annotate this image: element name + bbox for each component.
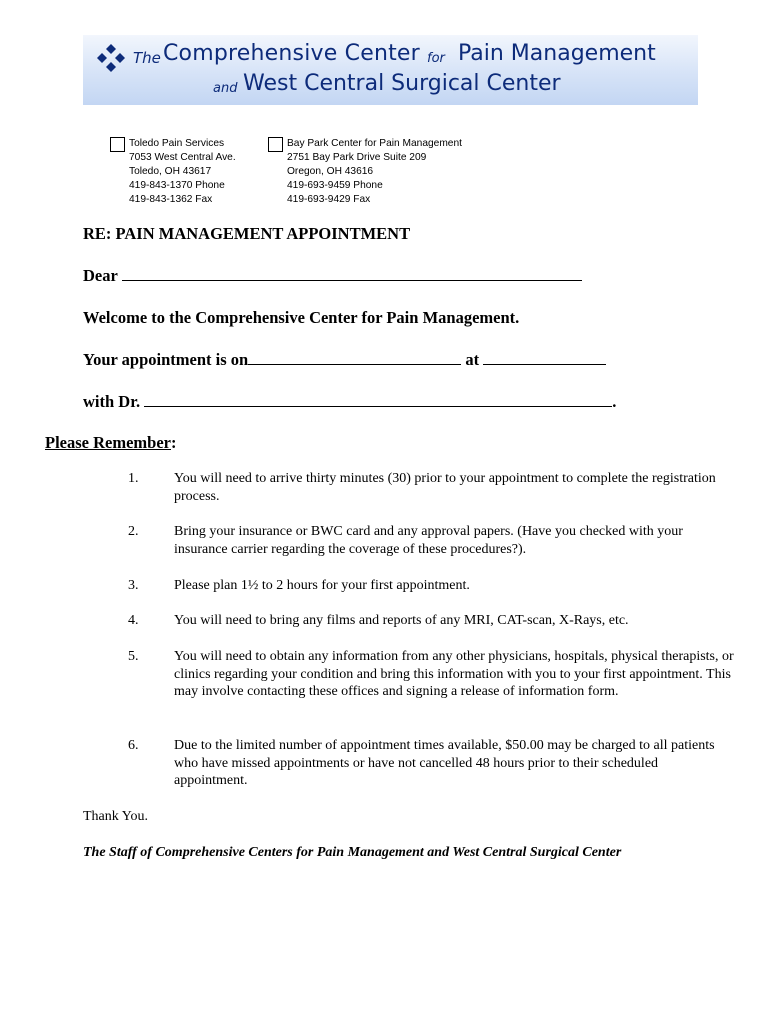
with-dr-label: with Dr.	[83, 392, 141, 411]
item-number: 3.	[128, 578, 139, 593]
location-city: Toledo, OH 43617	[129, 166, 212, 177]
item-number: 5.	[128, 649, 139, 664]
location-fax: 419-843-1362 Fax	[129, 194, 213, 205]
header-the: The	[133, 49, 161, 67]
item-text: Please plan 1½ to 2 hours for your first appointment.	[174, 578, 470, 593]
appointment-time-blank[interactable]	[483, 350, 606, 365]
welcome-line: Welcome to the Comprehensive Center for Pain Management.	[83, 308, 520, 327]
item-number: 2.	[128, 524, 139, 539]
header-pain-management: Pain Management	[458, 41, 656, 66]
period: .	[612, 392, 617, 411]
location-bay-park	[268, 137, 462, 207]
location-phone: 419-693-9459 Phone	[287, 180, 383, 191]
appointment-label: Your appointment is on	[83, 350, 249, 369]
letterhead-banner	[83, 35, 698, 105]
location-phone: 419-843-1370 Phone	[129, 180, 225, 191]
location-city: Oregon, OH 43616	[287, 166, 374, 177]
doctor-name-blank[interactable]	[144, 392, 612, 407]
location-fax: 419-693-9429 Fax	[287, 194, 371, 205]
item-text: Due to the limited number of appointment times available, $50.00 may be charged to all patients who have missed appointments or have not cancelled 48 hours prior to their scheduled appointment.	[174, 738, 715, 788]
dear-line	[83, 266, 582, 286]
header-line1: Comprehensive Center	[163, 41, 420, 66]
item-number: 4.	[128, 613, 139, 628]
header-and: and	[213, 81, 238, 96]
at-label: at	[465, 350, 480, 369]
thank-you: Thank You.	[83, 809, 148, 824]
patient-name-blank[interactable]	[122, 266, 582, 281]
item-text: You will need to obtain any information from any other physicians, hospitals, physical therapists, or clinics regarding your condition and bring this information with you to your first appointment. This may involve contacting these offices and signing a release of information form.	[174, 649, 734, 699]
appointment-date-blank[interactable]	[248, 350, 461, 365]
please-remember-heading: Please Remember:	[45, 433, 177, 452]
location-name: Toledo Pain Services	[129, 138, 225, 149]
item-number: 1.	[128, 471, 139, 486]
location-toledo	[110, 137, 236, 207]
location-toledo-checkbox[interactable]	[110, 137, 125, 152]
item-number: 6.	[128, 738, 139, 753]
location-name: Bay Park Center for Pain Management	[287, 138, 462, 149]
location-street: 2751 Bay Park Drive Suite 209	[287, 152, 427, 163]
doctor-line	[83, 392, 616, 412]
re-heading: RE: PAIN MANAGEMENT APPOINTMENT	[83, 224, 411, 243]
item-text: Bring your insurance or BWC card and any approval papers. (Have you checked with your insurance carrier regarding the coverage of these procedures?).	[174, 524, 683, 557]
staff-signature: The Staff of Comprehensive Centers for Pain Management and West Central Surgical Center	[83, 845, 622, 860]
dear-label: Dear	[83, 266, 118, 285]
header-line2: West Central Surgical Center	[243, 71, 561, 96]
header-for: for	[427, 51, 445, 66]
item-text: You will need to arrive thirty minutes (30) prior to your appointment to complete the registration process.	[174, 471, 716, 504]
appointment-line	[83, 350, 606, 370]
item-text: You will need to bring any films and reports of any MRI, CAT-scan, X-Rays, etc.	[174, 613, 629, 628]
location-bay-park-checkbox[interactable]	[268, 137, 283, 152]
location-street: 7053 West Central Ave.	[129, 152, 236, 163]
diamond-cluster-logo-icon	[96, 43, 126, 73]
